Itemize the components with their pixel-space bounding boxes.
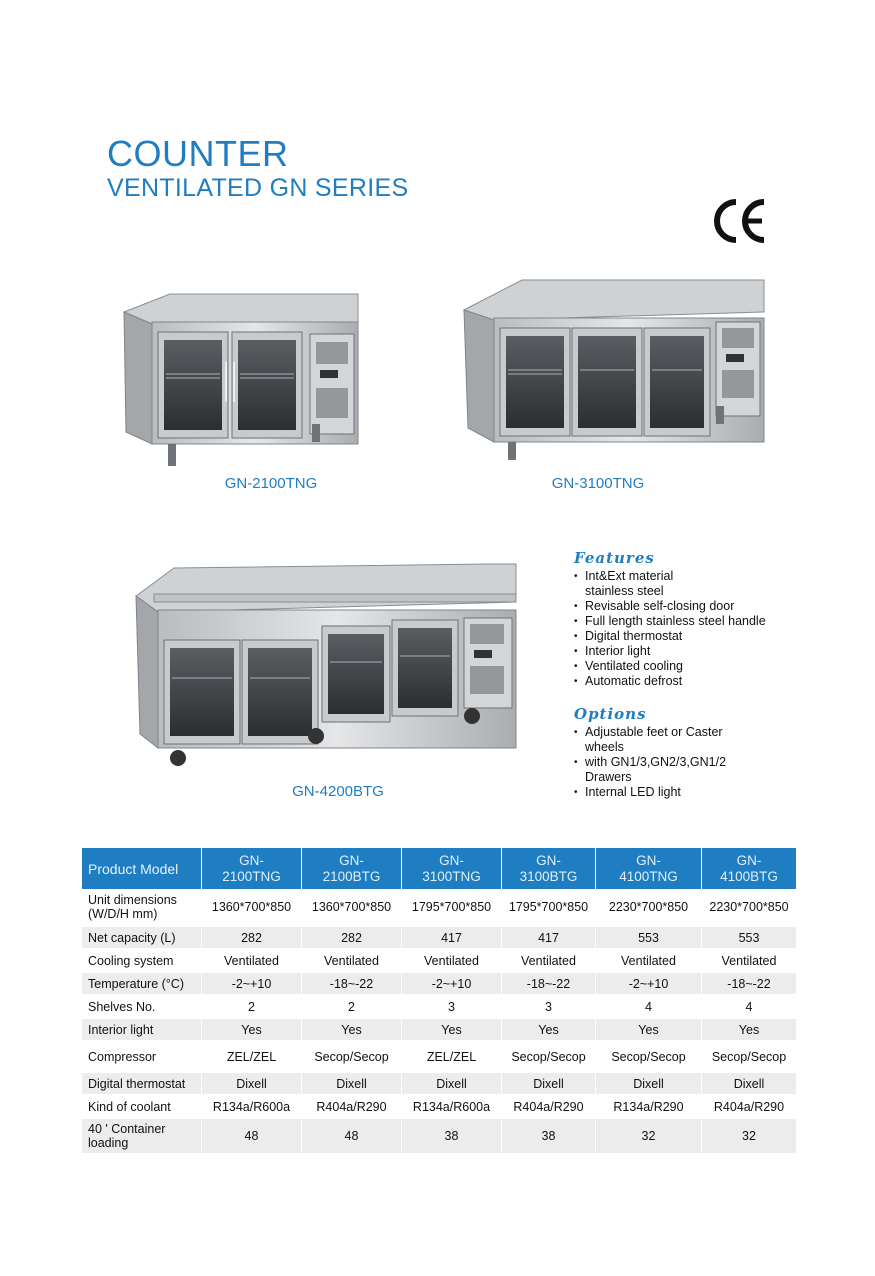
table-cell: Ventilated xyxy=(302,950,402,973)
page-title: COUNTER xyxy=(107,133,289,174)
option-item: • with GN1/3,GN2/3,GN1/2 Drawers xyxy=(574,755,726,785)
table-cell: Dixell xyxy=(302,1073,402,1096)
model-header: GN- 4100BTG xyxy=(702,848,797,889)
table-row xyxy=(82,1096,797,1119)
table-cell: ZEL/ZEL xyxy=(402,1042,502,1073)
table-row xyxy=(82,1073,797,1096)
table-cell: 38 xyxy=(502,1119,596,1155)
table-cell: 48 xyxy=(302,1119,402,1155)
table-cell: Secop/Secop xyxy=(502,1042,596,1073)
option-item: • Internal LED light xyxy=(574,785,726,800)
table-cell: Secop/Secop xyxy=(302,1042,402,1073)
table-cell: 1795*700*850 xyxy=(502,889,596,927)
table-cell: Dixell xyxy=(202,1073,302,1096)
table-row xyxy=(82,996,797,1019)
table-cell: Dixell xyxy=(702,1073,797,1096)
table-cell: Dixell xyxy=(402,1073,502,1096)
product-image-gn-3100tng xyxy=(462,278,766,460)
feature-item: • Digital thermostat xyxy=(574,629,766,644)
table-cell: ZEL/ZEL xyxy=(202,1042,302,1073)
feature-item: • Automatic defrost xyxy=(574,674,766,689)
feature-item: • Full length stainless steel handle xyxy=(574,614,766,629)
product-caption-gn-3100tng: GN-3100TNG xyxy=(551,475,645,492)
spec-table xyxy=(82,848,797,1155)
table-cell: -18~-22 xyxy=(302,973,402,996)
page-subtitle: VENTILATED GN SERIES xyxy=(107,174,409,202)
table-cell: 48 xyxy=(202,1119,302,1155)
row-label: Shelves No. xyxy=(82,996,202,1019)
table-cell: 2 xyxy=(202,996,302,1019)
table-cell: R404a/R290 xyxy=(702,1096,797,1119)
table-cell: Yes xyxy=(402,1019,502,1042)
product-caption-gn-2100tng: GN-2100TNG xyxy=(224,475,318,492)
table-cell: 1360*700*850 xyxy=(202,889,302,927)
table-cell: Ventilated xyxy=(202,950,302,973)
table-cell: Secop/Secop xyxy=(702,1042,797,1073)
row-label: Compressor xyxy=(82,1042,202,1073)
table-cell: Ventilated xyxy=(502,950,596,973)
table-cell: Yes xyxy=(702,1019,797,1042)
ce-mark-icon xyxy=(712,196,770,246)
table-cell: R404a/R290 xyxy=(302,1096,402,1119)
table-cell: -18~-22 xyxy=(702,973,797,996)
table-cell: 417 xyxy=(402,927,502,950)
table-cell: 282 xyxy=(202,927,302,950)
model-header: GN- 4100TNG xyxy=(596,848,702,889)
row-label: Kind of coolant xyxy=(82,1096,202,1119)
row-label: Cooling system xyxy=(82,950,202,973)
table-row xyxy=(82,927,797,950)
table-cell: 3 xyxy=(402,996,502,1019)
table-cell: 38 xyxy=(402,1119,502,1155)
table-cell: -2~+10 xyxy=(402,973,502,996)
table-cell: Yes xyxy=(302,1019,402,1042)
row-label: Digital thermostat xyxy=(82,1073,202,1096)
table-row xyxy=(82,1119,797,1155)
model-header: GN- 2100TNG xyxy=(202,848,302,889)
table-cell: R134a/R290 xyxy=(596,1096,702,1119)
product-caption-gn-4200btg: GN-4200BTG xyxy=(292,783,384,800)
row-label: Temperature (°C) xyxy=(82,973,202,996)
table-cell: 2230*700*850 xyxy=(702,889,797,927)
table-row xyxy=(82,973,797,996)
table-cell: Ventilated xyxy=(596,950,702,973)
table-cell: R404a/R290 xyxy=(502,1096,596,1119)
model-header: GN- 3100TNG xyxy=(402,848,502,889)
table-cell: 282 xyxy=(302,927,402,950)
table-cell: 553 xyxy=(596,927,702,950)
table-cell: -18~-22 xyxy=(502,973,596,996)
table-cell: 32 xyxy=(702,1119,797,1155)
model-header: GN- 3100BTG xyxy=(502,848,596,889)
table-cell: 2 xyxy=(302,996,402,1019)
table-cell: Yes xyxy=(202,1019,302,1042)
table-cell: Yes xyxy=(502,1019,596,1042)
product-model-header: Product Model xyxy=(82,848,202,889)
model-header: GN- 2100BTG xyxy=(302,848,402,889)
table-cell: 3 xyxy=(502,996,596,1019)
table-row xyxy=(82,1019,797,1042)
feature-item: • Ventilated cooling xyxy=(574,659,766,674)
table-cell: Ventilated xyxy=(702,950,797,973)
features-list xyxy=(574,569,766,689)
table-cell: 4 xyxy=(702,996,797,1019)
table-row xyxy=(82,950,797,973)
table-cell: Dixell xyxy=(502,1073,596,1096)
table-row xyxy=(82,889,797,927)
product-image-gn-4200btg xyxy=(134,562,518,768)
table-cell: R134a/R600a xyxy=(402,1096,502,1119)
table-cell: 2230*700*850 xyxy=(596,889,702,927)
table-cell: Yes xyxy=(596,1019,702,1042)
table-cell: -2~+10 xyxy=(596,973,702,996)
features-heading: Features xyxy=(574,549,655,567)
table-cell: 417 xyxy=(502,927,596,950)
options-list xyxy=(574,725,726,800)
table-cell: Dixell xyxy=(596,1073,702,1096)
row-label: 40 ' Container loading xyxy=(82,1119,202,1155)
spec-header-row xyxy=(82,848,797,889)
product-image-gn-2100tng xyxy=(122,292,360,470)
feature-item: • Interior light xyxy=(574,644,766,659)
option-item: • Adjustable feet or Caster wheels xyxy=(574,725,726,755)
table-cell: 4 xyxy=(596,996,702,1019)
feature-item: • Int&Ext material stainless steel xyxy=(574,569,766,599)
table-cell: Ventilated xyxy=(402,950,502,973)
table-cell: Secop/Secop xyxy=(596,1042,702,1073)
table-cell: 553 xyxy=(702,927,797,950)
table-cell: 1795*700*850 xyxy=(402,889,502,927)
row-label: Interior light xyxy=(82,1019,202,1042)
table-cell: 32 xyxy=(596,1119,702,1155)
options-heading: Options xyxy=(574,705,647,723)
table-cell: -2~+10 xyxy=(202,973,302,996)
table-row xyxy=(82,1042,797,1073)
feature-item: • Revisable self-closing door xyxy=(574,599,766,614)
table-cell: R134a/R600a xyxy=(202,1096,302,1119)
table-cell: 1360*700*850 xyxy=(302,889,402,927)
row-label: Net capacity (L) xyxy=(82,927,202,950)
row-label: Unit dimensions (W/D/H mm) xyxy=(82,889,202,927)
